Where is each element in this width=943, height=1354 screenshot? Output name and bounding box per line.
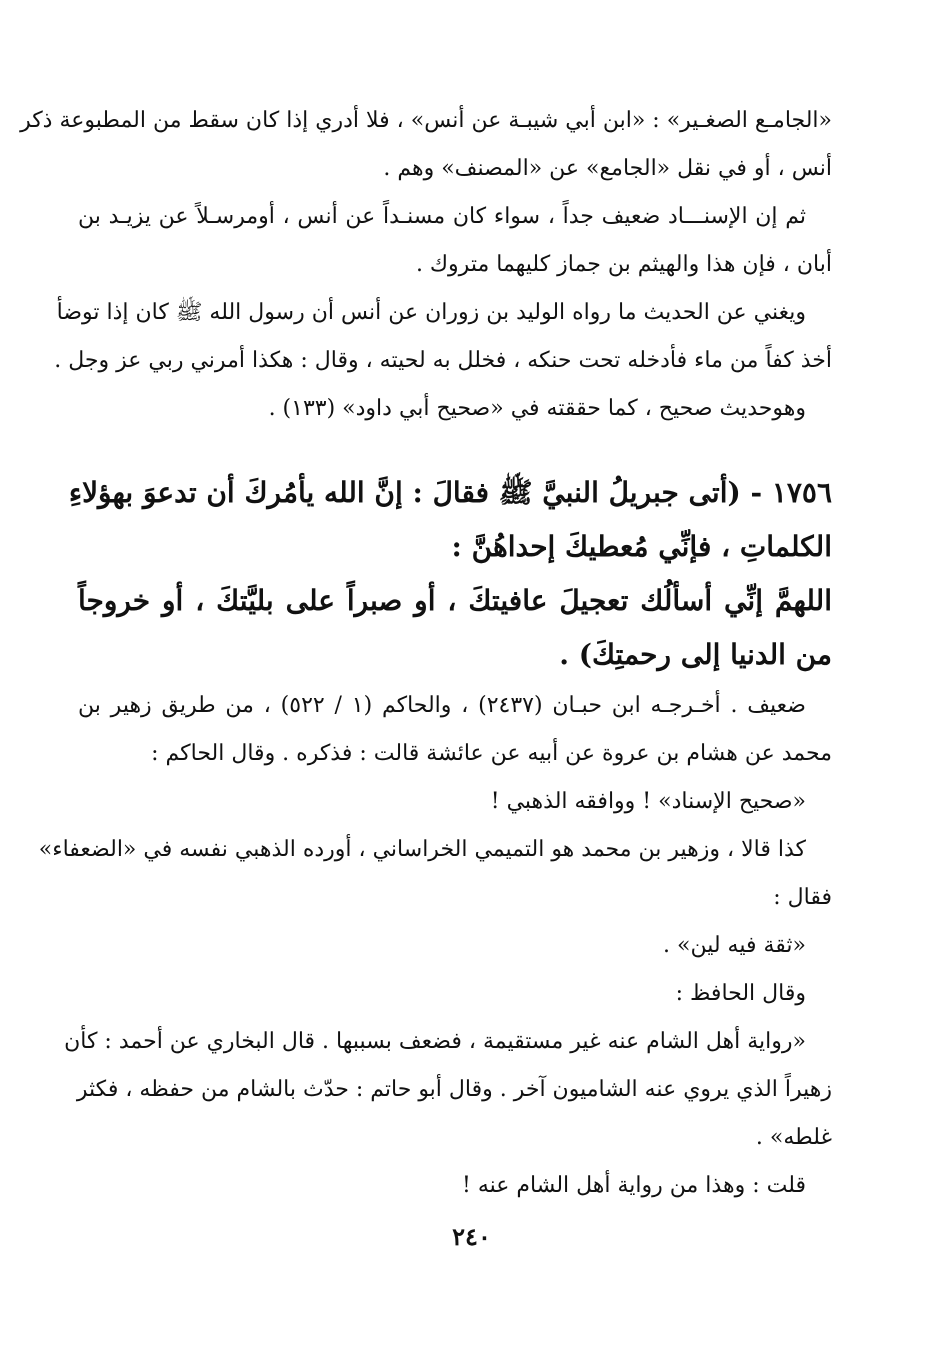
text-line: «صحيح الإسناد» ! ووافقه الذهبي !: [490, 789, 806, 814]
text-line: وهوحديث صحيح ، كما حققته في «صحيح أبي داود» (١٣٣) .: [268, 396, 806, 421]
text-line: «رواية أهل الشام عنه غير مستقيمة ، فضعف بسببها . قال البخاري عن أحمد : كأن: [64, 1029, 806, 1054]
text-line: ضعيف . أخـرجـه ابن حبـان (٢٤٣٧) ، والحاكم (١ / ٥٢٢) ، من طريق زهير بن: [78, 693, 806, 718]
hadith-line: الكلماتِ ، فإنِّي مُعطيكَ إحداهُنَّ :: [451, 530, 832, 563]
text-line: أخذ كفاً من ماء فأدخله تحت حنكه ، فخلل به لحيته ، وقال : هكذا أمرني ربي عز وجل .: [54, 348, 832, 373]
text-line: زهيراً الذي يروي عنه الشاميون آخر . وقال أبو حاتم : حدّث بالشام من حفظه ، فكثر: [76, 1077, 832, 1102]
page-number: ٢٤٠: [452, 1222, 491, 1251]
hadith-line: ١٧٥٦ - (أتى جبريلُ النبيَّ ﷺ فقالَ : إنَّ الله يأمُركَ أن تدعوَ بهؤلاءِ: [68, 476, 832, 509]
text-line: وقال الحافظ :: [675, 981, 806, 1006]
text-line: محمد عن هشام بن عروة عن أبيه عن عائشة قالت : فذكره . وقال الحاكم :: [151, 741, 832, 766]
hadith-line: من الدنيا إلى رحمتِكَ) .: [559, 638, 832, 671]
text-line: «الجامـع الصغـير» : «ابن أبي شيبـة عن أنس» ، فلا أدري إذا كان سقط من المطبوعة ذكر: [20, 108, 832, 133]
text-line: قلت : وهذا من رواية أهل الشام عنه !: [462, 1173, 806, 1198]
hadith-line: اللهمَّ إنِّي أسألُك تعجيلَ عافيتكَ ، أو صبراً على بليَّتكَ ، أو خروجاً: [78, 584, 832, 617]
text-line: غلطه» .: [755, 1125, 832, 1150]
hadith-text: [68, 466, 832, 682]
top-notes: [20, 97, 832, 433]
commentary: [38, 682, 832, 1210]
text-line: أبان ، فإن هذا والهيثم بن جماز كليهما متروك .: [415, 252, 832, 277]
text-line: أنس ، أو في نقل «الجامع» عن «المصنف» وهم .: [383, 156, 832, 181]
text-line: كذا قالا ، وزهير بن محمد هو التميمي الخراساني ، أورده الذهبي نفسه في «الضعفاء»: [38, 837, 806, 862]
text-line: «ثقة فيه لين» .: [663, 933, 806, 958]
text-line: فقال :: [773, 885, 832, 910]
text-line: ثم إن الإسنـــاد ضعيف جداً ، سواء كان مسنـداً عن أنس ، أومرسـلاً عن يزيـد بن: [78, 204, 806, 229]
text-line: ويغني عن الحديث ما رواه الوليد بن زوران عن أنس أن رسول الله ﷺ كان إذا توضأ: [56, 300, 806, 325]
